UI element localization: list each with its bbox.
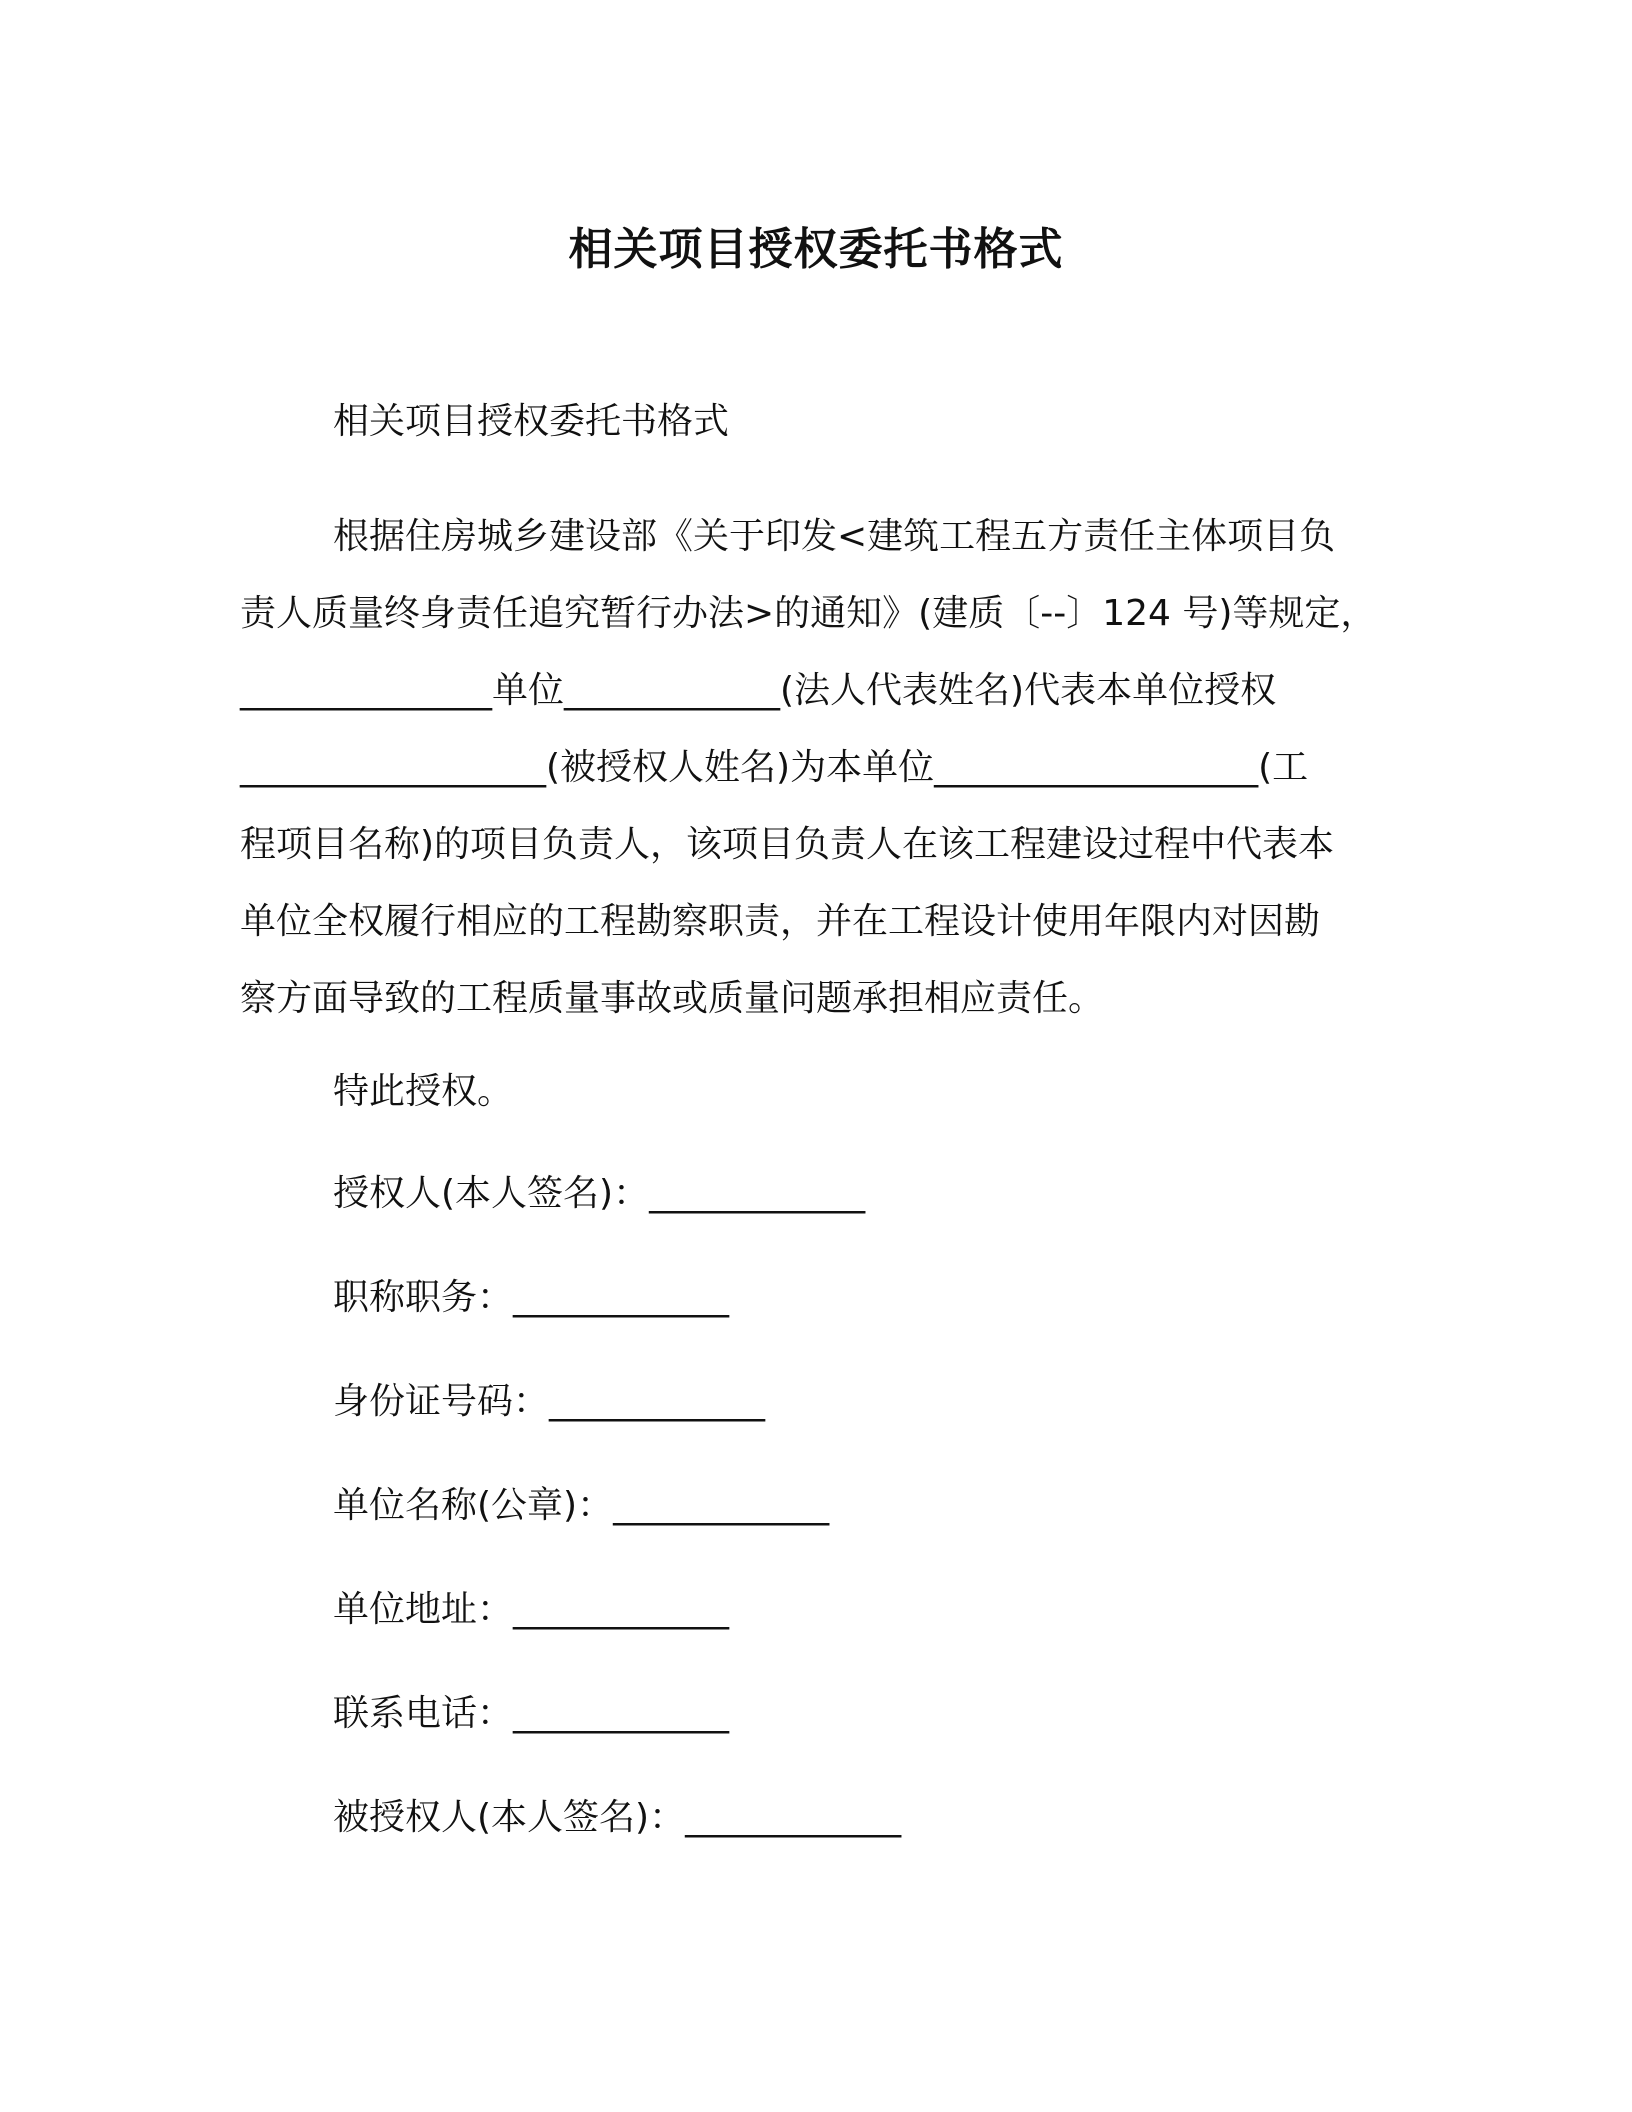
body-line: 察方面导致的工程质量事故或质量问题承担相应责任。 — [240, 978, 1105, 1019]
signature-blank: ____________ — [685, 1797, 902, 1838]
field-label: 授权人(本人签名)： — [333, 1173, 650, 1214]
field-blank: ____________ — [513, 1693, 730, 1734]
field-label: 单位地址： — [333, 1589, 514, 1630]
unit-name-seal-field — [333, 1479, 829, 1533]
document-title: 相关项目授权委托书格式 — [568, 224, 1064, 275]
signature-blank: ____________ — [649, 1173, 866, 1214]
authorized-person-signature-field — [333, 1791, 901, 1845]
body-line: _________________(被授权人姓名)为本单位__________________(工 — [240, 747, 1309, 788]
field-label: 单位名称(公章)： — [333, 1485, 614, 1526]
contact-phone-field — [333, 1687, 729, 1741]
body-line: 责人质量终身责任追究暂行办法>的通知》(建质〔--〕124 号)等规定， — [240, 593, 1377, 634]
field-label: 身份证号码： — [333, 1381, 550, 1422]
field-label: 联系电话： — [333, 1693, 514, 1734]
field-blank: ____________ — [549, 1381, 766, 1422]
field-blank: ____________ — [613, 1485, 830, 1526]
body-line: 程项目名称)的项目负责人，该项目负责人在该工程建设过程中代表本 — [240, 824, 1335, 865]
field-blank: ____________ — [513, 1589, 730, 1630]
field-blank: ____________ — [513, 1277, 730, 1318]
field-label: 被授权人(本人签名)： — [333, 1797, 686, 1838]
body-line: 单位全权履行相应的工程勘察职责，并在工程设计使用年限内对因勘 — [240, 901, 1321, 942]
document-subtitle: 相关项目授权委托书格式 — [333, 401, 730, 442]
body-line: ______________单位____________(法人代表姓名)代表本单位授权 — [240, 670, 1277, 711]
body-line: 根据住房城乡建设部《关于印发<建筑工程五方责任主体项目负 — [333, 516, 1336, 557]
title-position-field — [333, 1271, 729, 1325]
authorizer-signature-field — [333, 1167, 865, 1221]
field-label: 职称职务： — [333, 1277, 514, 1318]
id-number-field — [333, 1375, 765, 1429]
closing-statement: 特此授权。 — [333, 1071, 514, 1112]
body-paragraph — [240, 498, 1377, 1037]
unit-address-field — [333, 1583, 729, 1637]
